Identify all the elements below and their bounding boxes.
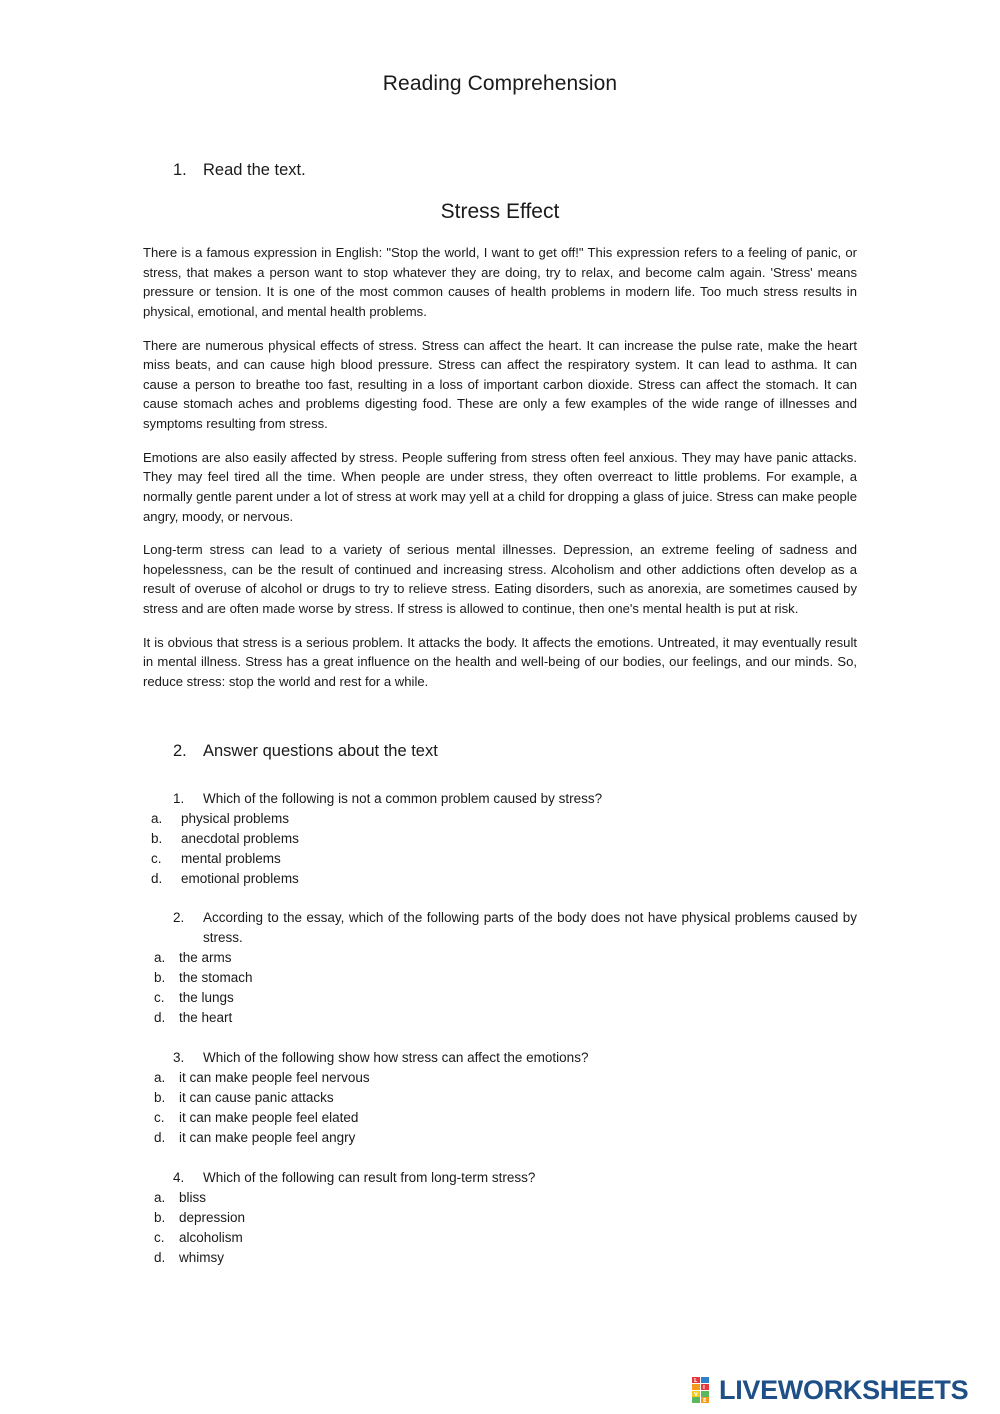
option-text: mental problems: [181, 851, 281, 866]
answer-option[interactable]: [150, 988, 857, 1008]
page-title: Reading Comprehension: [382, 72, 618, 95]
answer-option[interactable]: [150, 968, 857, 988]
svg-text:I: I: [703, 1385, 705, 1391]
answer-option[interactable]: [150, 1088, 857, 1108]
option-letter: c.: [154, 1230, 165, 1245]
option-text: it can make people feel nervous: [179, 1070, 370, 1085]
question-stem: [150, 1168, 857, 1188]
option-text: whimsy: [179, 1250, 225, 1265]
option-letter: d.: [154, 1250, 166, 1265]
liveworksheets-logo[interactable]: [692, 1376, 968, 1404]
answer-option[interactable]: [150, 869, 857, 889]
option-letter: d.: [154, 1010, 166, 1025]
liveworksheets-logo-text: LIVEWORKSHEETS: [719, 1375, 969, 1405]
svg-text:L: L: [694, 1378, 698, 1385]
option-text: alcoholism: [179, 1230, 243, 1245]
question-3: [150, 1048, 857, 1148]
answer-option[interactable]: [150, 1188, 857, 1208]
section-label: Read the text.: [203, 161, 306, 179]
answer-option[interactable]: [150, 1128, 857, 1148]
option-letter: a.: [154, 1190, 166, 1205]
answer-option[interactable]: [150, 829, 857, 849]
answer-option[interactable]: [150, 1108, 857, 1128]
option-text: emotional problems: [181, 871, 299, 886]
section-label: Answer questions about the text: [203, 742, 438, 760]
option-text: the stomach: [179, 970, 253, 985]
option-letter: c.: [154, 1110, 165, 1125]
question-text: Which of the following can result from long-term stress?: [203, 1170, 536, 1185]
answer-option[interactable]: [150, 849, 857, 869]
option-text: physical problems: [181, 811, 290, 826]
question-number: 2.: [173, 910, 185, 925]
option-text: the heart: [179, 1010, 233, 1025]
option-text: the arms: [179, 950, 232, 965]
option-letter: b.: [154, 970, 166, 985]
question-1: [150, 789, 857, 889]
option-letter: a.: [151, 811, 163, 826]
question-text: According to the essay, which of the following parts of the body does not have physical problems caused by stress.: [203, 910, 857, 945]
option-letter: c.: [151, 851, 162, 866]
section-number: 2.: [173, 742, 187, 760]
question-text: Which of the following is not a common problem caused by stress?: [203, 791, 603, 806]
option-text: bliss: [179, 1190, 207, 1205]
passage-title: Stress Effect: [440, 200, 560, 223]
option-letter: d.: [154, 1130, 166, 1145]
answer-option[interactable]: [150, 1228, 857, 1248]
question-stem: [150, 1048, 857, 1068]
answer-option[interactable]: [150, 1008, 857, 1028]
option-text: it can cause panic attacks: [179, 1090, 334, 1105]
question-text: Which of the following show how stress can affect the emotions?: [203, 1050, 589, 1065]
option-letter: b.: [154, 1090, 166, 1105]
passage-paragraph: It is obvious that stress is a serious problem. It attacks the body. It affects the emotions. Untreated, it may eventually result in mental illness. Stress has a great influence on the health and well-being of our bodies, our feelings, and our minds. So, reduce stress: stop the world and rest for a while.: [143, 634, 857, 690]
option-letter: c.: [154, 990, 165, 1005]
option-letter: b.: [154, 1210, 166, 1225]
section-heading-read: [173, 161, 306, 180]
passage-body: [143, 243, 857, 706]
section-heading-answer: [173, 742, 438, 761]
option-letter: d.: [151, 871, 163, 886]
option-text: it can make people feel angry: [179, 1130, 356, 1145]
option-text: anecdotal problems: [181, 831, 299, 846]
passage-paragraph: Long-term stress can lead to a variety of serious mental illnesses. Depression, an extreme feeling of sadness and hopelessness, can be the result of continued and increasing stress. Alcoholism and other addictions often develop as a result of overuse of alcohol or drugs to try to relieve stress. Eating disorders, such as anorexia, are sometimes caused by stress and are often made worse by stress. If stress is allowed to continue, then one's mental health is put at risk.: [143, 542, 857, 617]
question-stem: [150, 908, 857, 948]
passage-paragraph: There is a famous expression in English: "Stop the world, I want to get off!" This expression refers to a feeling of panic, or stress, that makes a person want to stop whatever they are doing, try to relax, and become calm again. 'Stress' means pressure or tension. It is one of the most common causes of health problems in modern life. Too much stress results in physical, emotional, and mental health problems.: [143, 245, 857, 319]
question-number: 3.: [173, 1050, 185, 1065]
section-number: 1.: [173, 161, 187, 179]
question-stem: [150, 789, 857, 809]
question-4: [150, 1168, 857, 1268]
svg-text:V: V: [694, 1392, 698, 1398]
answer-option[interactable]: [150, 1248, 857, 1268]
option-letter: a.: [154, 950, 166, 965]
liveworksheets-logo-icon: [692, 1377, 716, 1403]
option-letter: b.: [151, 831, 163, 846]
answer-option[interactable]: [150, 948, 857, 968]
option-text: depression: [179, 1210, 246, 1225]
option-text: it can make people feel elated: [179, 1110, 359, 1125]
passage-paragraph: There are numerous physical effects of stress. Stress can affect the heart. It can increase the pulse rate, make the heart miss beats, and can cause high blood pressure. Stress can affect the respiratory system. It can lead to asthma. It can cause a person to breathe too fast, resulting in a loss of important carbon dioxide. Stress can affect the stomach. It can cause stomach aches and problems digesting food. These are only a few examples of the wide range of illnesses and symptoms resulting from stress.: [143, 337, 857, 431]
answer-option[interactable]: [150, 1208, 857, 1228]
option-text: the lungs: [179, 990, 234, 1005]
answer-option[interactable]: [150, 1068, 857, 1088]
svg-text:E: E: [703, 1398, 707, 1403]
answer-option[interactable]: [150, 809, 857, 829]
question-number: 4.: [173, 1170, 185, 1185]
question-number: 1.: [173, 791, 185, 806]
passage-paragraph: Emotions are also easily affected by stress. People suffering from stress often feel anxious. They may have panic attacks. They may feel tired all the time. When people are under stress, they often overreact to little problems. For example, a normally gentle parent under a lot of stress at work may yell at a child for dropping a glass of juice. Stress can make people angry, moody, or nervous.: [143, 449, 857, 524]
option-letter: a.: [154, 1070, 166, 1085]
question-2: [150, 908, 857, 1028]
